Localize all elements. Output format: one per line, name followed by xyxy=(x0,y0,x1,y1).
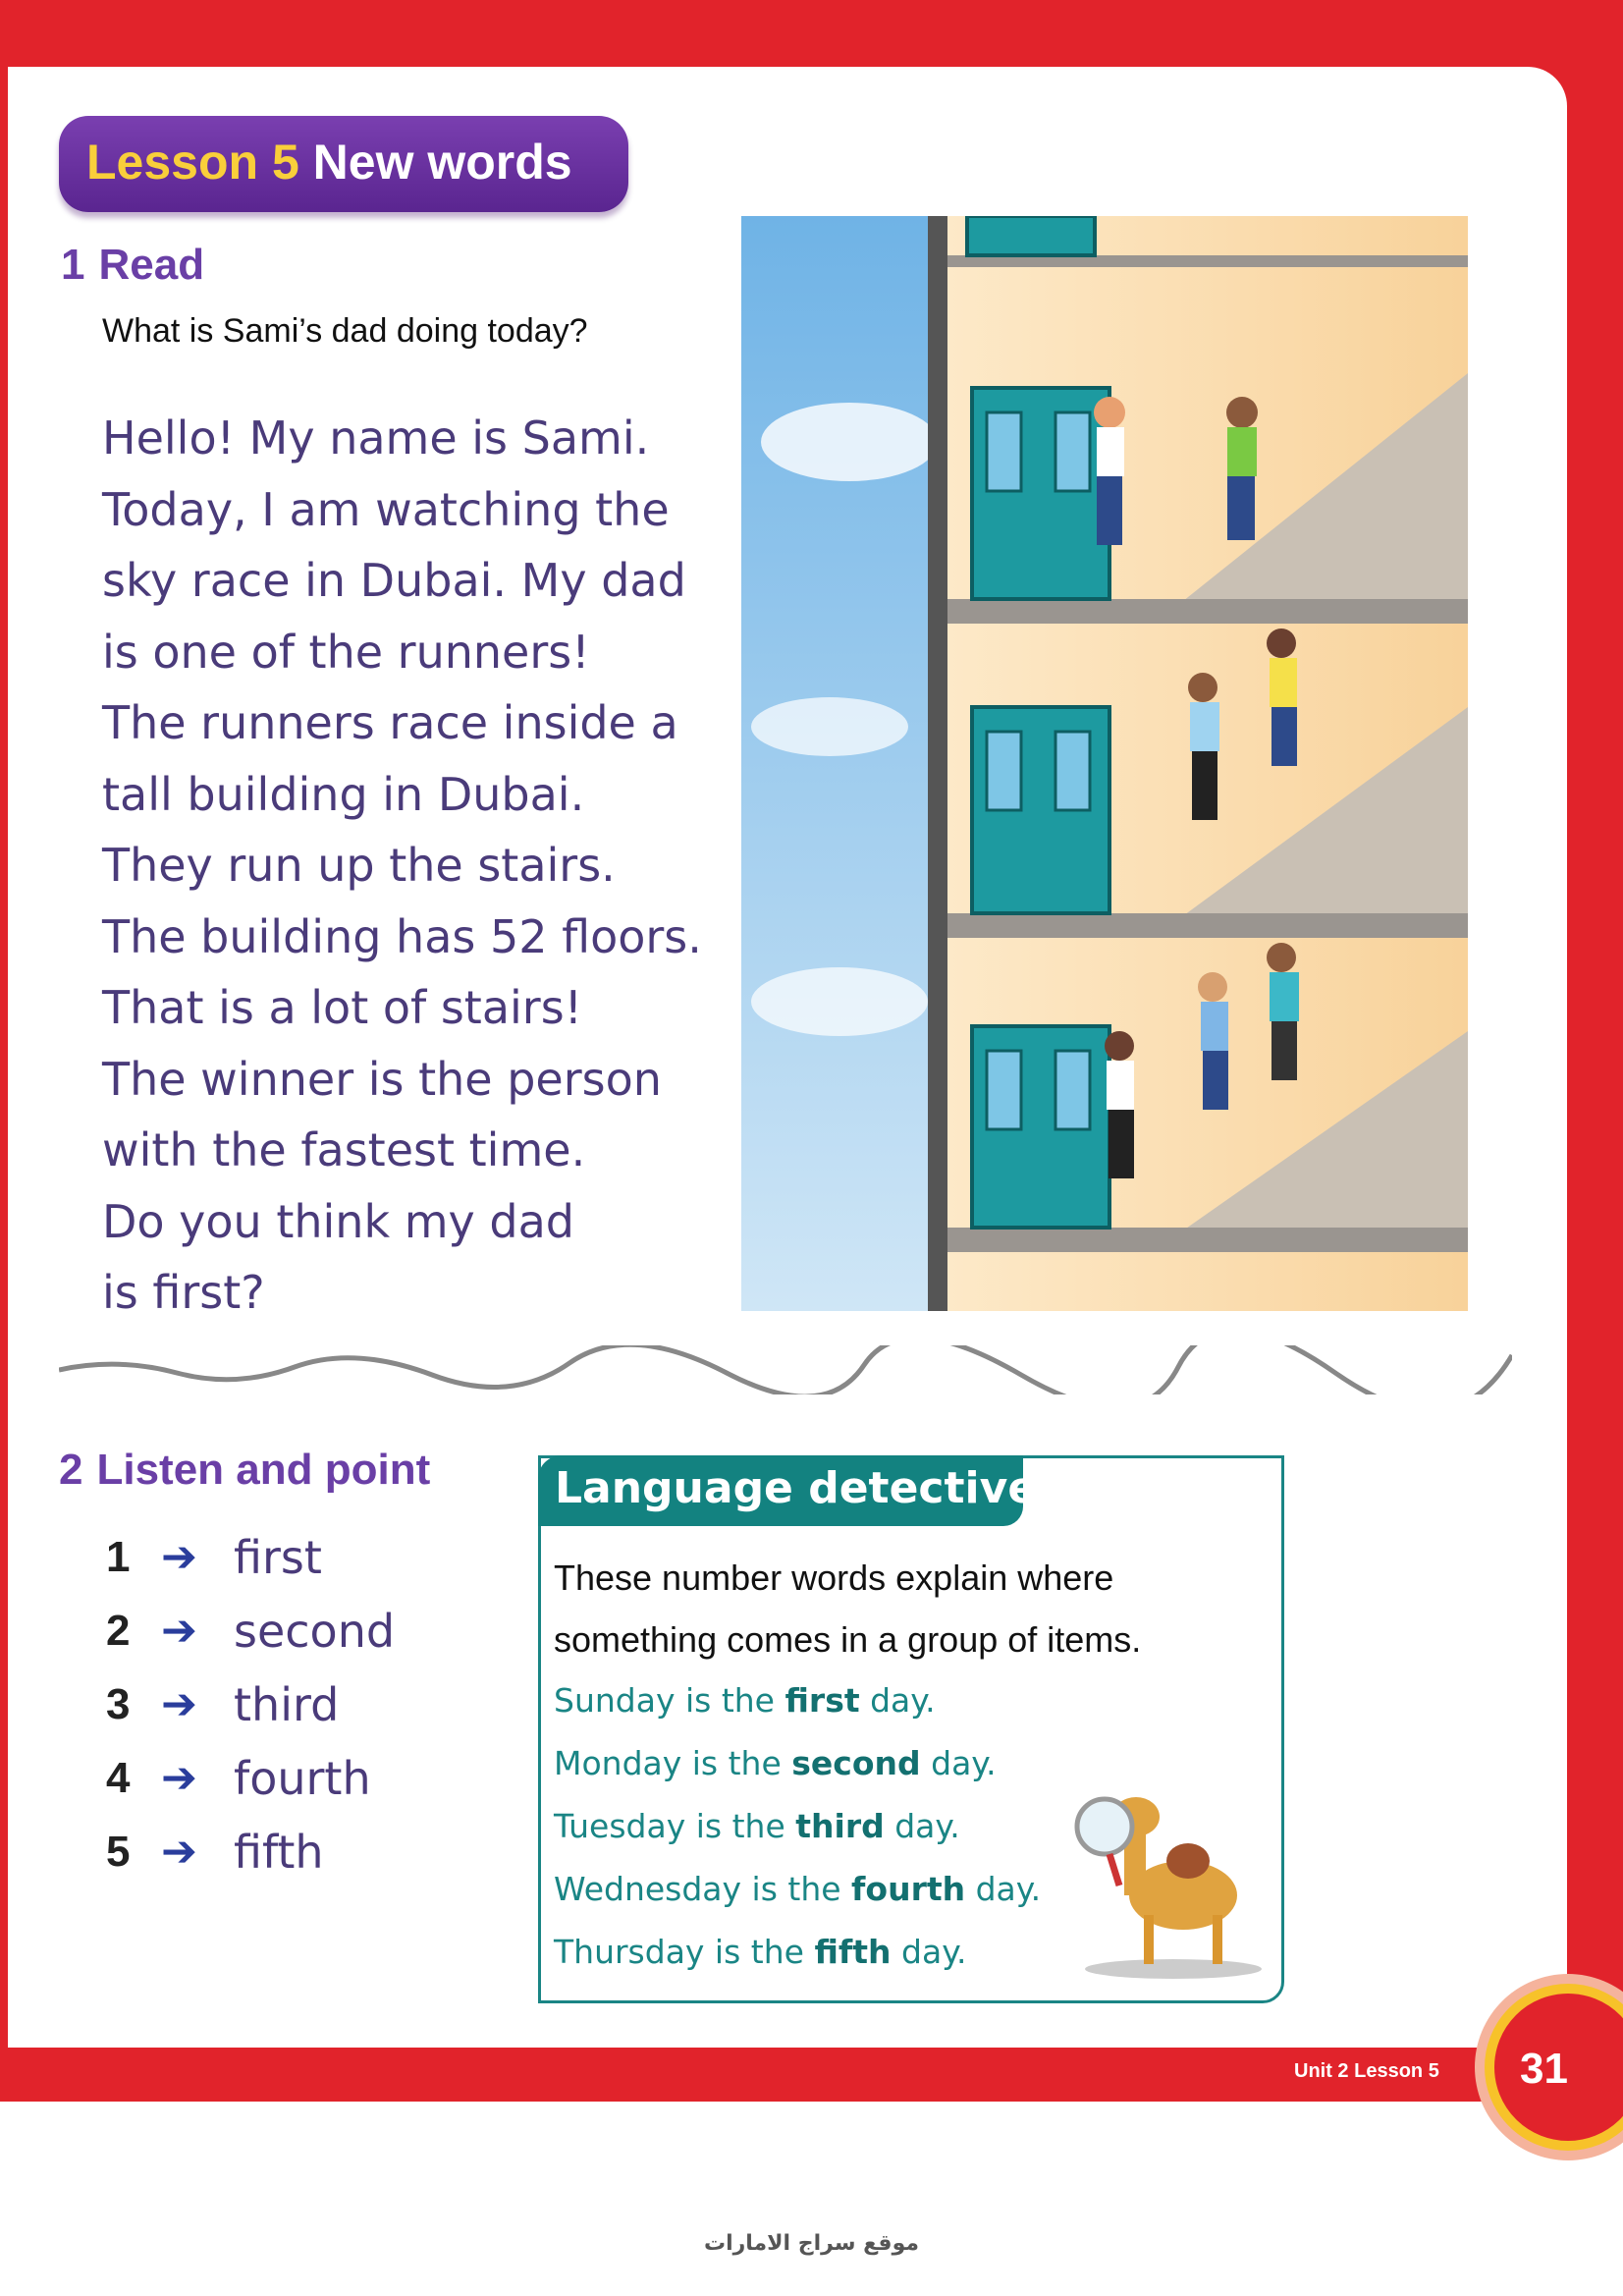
story-line: tall building in Dubai. xyxy=(102,767,585,821)
stair-race-illustration xyxy=(741,216,1468,1311)
item-number: 4 xyxy=(106,1753,131,1802)
story-line: The winner is the person xyxy=(102,1052,662,1106)
ordinal-item xyxy=(106,1815,395,1888)
ordinal-highlight: third xyxy=(795,1807,885,1845)
story-line: Do you think my dad xyxy=(102,1194,574,1248)
language-detective-intro: These number words explain where something comes in a group of items. xyxy=(554,1558,1142,1660)
ordinal-word: first xyxy=(234,1530,322,1584)
ordinal-item xyxy=(106,1520,395,1594)
example-sentence xyxy=(554,1858,1041,1921)
story-line: They run up the stairs. xyxy=(102,839,616,892)
story-line: Hello! My name is Sami. xyxy=(102,411,650,465)
sentence-start: Monday is the xyxy=(554,1744,792,1782)
item-number: 5 xyxy=(106,1827,131,1876)
torn-paper-edge xyxy=(59,1345,1512,1394)
story-line: The runners race inside a xyxy=(102,696,678,749)
sentence-start: Thursday is the xyxy=(554,1933,815,1971)
story-line: with the fastest time. xyxy=(102,1123,586,1176)
section-read-heading xyxy=(61,241,204,290)
item-number: 2 xyxy=(106,1606,131,1655)
ordinal-highlight: fourth xyxy=(851,1870,966,1908)
camel-detective-illustration xyxy=(1065,1777,1262,1984)
section-title: Listen and point xyxy=(96,1446,431,1494)
ordinal-highlight: fifth xyxy=(814,1933,892,1971)
arrow-icon: ➔ xyxy=(161,1679,197,1729)
section-title: Read xyxy=(98,241,205,289)
ordinal-word: third xyxy=(234,1677,340,1731)
section-number: 1 xyxy=(61,241,85,289)
story-line: The building has 52 floors. xyxy=(102,909,702,963)
example-sentence xyxy=(554,1795,1041,1858)
sentence-end: day. xyxy=(891,1933,967,1971)
story-line: is first? xyxy=(102,1266,265,1319)
language-detective-title: Language detective xyxy=(555,1463,1038,1513)
example-sentences xyxy=(554,1669,1041,1984)
site-name: موقع سراج الامارات xyxy=(703,2231,919,2256)
ordinal-item xyxy=(106,1667,395,1741)
example-sentence xyxy=(554,1669,1041,1732)
sentence-end: day. xyxy=(859,1681,936,1720)
sentence-start: Wednesday is the xyxy=(554,1870,852,1908)
ordinal-word: fifth xyxy=(234,1825,324,1879)
arrow-icon: ➔ xyxy=(161,1532,197,1582)
section-listen-heading xyxy=(59,1446,430,1495)
sentence-start: Tuesday is the xyxy=(554,1807,796,1845)
ordinal-word: second xyxy=(234,1604,396,1658)
ordinal-item xyxy=(106,1741,395,1815)
ordinal-highlight: second xyxy=(791,1744,921,1782)
reading-question: What is Sami’s dad doing today? xyxy=(102,312,588,350)
story-text xyxy=(102,403,702,1329)
sentence-end: day. xyxy=(884,1807,960,1845)
story-line: That is a lot of stairs! xyxy=(102,981,583,1034)
lesson-title xyxy=(86,134,572,191)
page-number: 31 xyxy=(1520,2045,1568,2093)
sentence-start: Sunday is the xyxy=(554,1681,785,1720)
sentence-end: day. xyxy=(920,1744,997,1782)
ordinal-highlight: first xyxy=(784,1681,860,1720)
arrow-icon: ➔ xyxy=(161,1606,197,1656)
example-sentence xyxy=(554,1732,1041,1795)
item-number: 1 xyxy=(106,1532,131,1581)
example-sentence xyxy=(554,1921,1041,1984)
section-number: 2 xyxy=(59,1446,83,1494)
page-margin xyxy=(0,2102,1623,2296)
lesson-number: Lesson 5 xyxy=(86,135,299,190)
ordinal-word: fourth xyxy=(234,1751,371,1805)
ordinal-item xyxy=(106,1594,395,1667)
sentence-end: day. xyxy=(965,1870,1042,1908)
footer-unit-lesson: Unit 2 Lesson 5 xyxy=(1294,2060,1439,2082)
arrow-icon: ➔ xyxy=(161,1753,197,1803)
arrow-icon: ➔ xyxy=(161,1827,197,1877)
story-line: Today, I am watching the xyxy=(102,482,670,536)
ordinal-list xyxy=(106,1520,395,1888)
lesson-name: New words xyxy=(312,135,572,190)
story-line: sky race in Dubai. My dad xyxy=(102,554,686,607)
story-line: is one of the runners! xyxy=(102,625,590,679)
item-number: 3 xyxy=(106,1679,131,1728)
